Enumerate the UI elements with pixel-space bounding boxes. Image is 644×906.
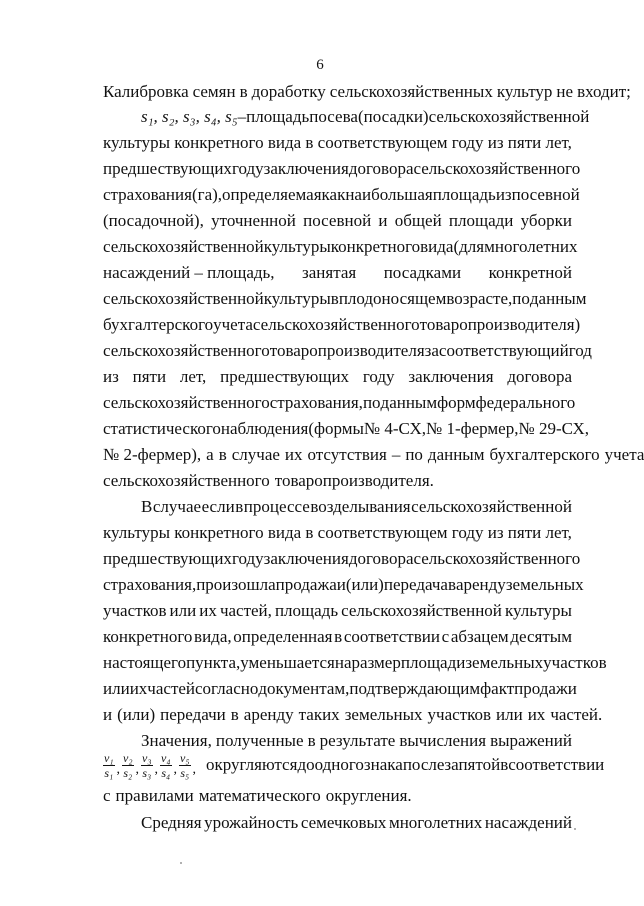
word: (или) xyxy=(345,575,384,594)
word: в xyxy=(239,82,248,101)
word: договора xyxy=(507,367,572,386)
word: учета xyxy=(213,315,253,334)
word: и xyxy=(103,705,113,724)
word: учета xyxy=(604,445,644,464)
word: продажи xyxy=(514,679,577,698)
text-line xyxy=(103,523,572,543)
word: в xyxy=(330,289,339,308)
word: лет, xyxy=(545,523,572,542)
word: товаропроизводителя xyxy=(269,341,425,360)
word: вида xyxy=(420,237,454,256)
text-line xyxy=(103,367,572,387)
word: частей, xyxy=(219,601,272,620)
word: их xyxy=(129,679,148,698)
word: заключения xyxy=(263,159,349,178)
word: форм xyxy=(437,393,476,412)
word: конкретной xyxy=(488,263,572,282)
word: страхования, xyxy=(269,393,363,412)
word: № 4-СХ, xyxy=(363,419,426,438)
word: статистического xyxy=(103,419,221,438)
word: год xyxy=(568,341,592,360)
text-line xyxy=(103,445,644,465)
word: сельскохозяйственной xyxy=(428,107,590,126)
fraction-denominator: s₁ xyxy=(104,765,114,780)
word: подтверждающим xyxy=(349,679,481,698)
word: определенная xyxy=(233,627,333,646)
word: товаропроизводителя. xyxy=(274,471,434,490)
word: сельскохозяйственной xyxy=(103,237,264,256)
word: площадь xyxy=(246,107,310,126)
word: из xyxy=(487,523,504,542)
word: конкретного xyxy=(174,523,264,542)
word: плодоносящем xyxy=(338,289,447,308)
word: участков xyxy=(543,653,607,672)
word: заключения xyxy=(263,549,349,568)
word: в xyxy=(447,575,456,594)
word: участков xyxy=(427,705,492,724)
word: пяти xyxy=(132,367,167,386)
word: многолетних xyxy=(484,237,578,256)
word: Значения, xyxy=(141,731,212,750)
word: аренду xyxy=(243,705,294,724)
fraction xyxy=(103,751,115,780)
word: частей xyxy=(147,679,196,698)
word: не xyxy=(556,82,574,101)
fraction-numerator: v₁ xyxy=(104,750,114,765)
word: вида xyxy=(267,523,302,542)
word: s₁, s₂, s₃, s₄, s₅ xyxy=(141,107,238,126)
text-line xyxy=(141,497,572,517)
word: по xyxy=(512,289,530,308)
word: культуры xyxy=(263,289,331,308)
word: математического xyxy=(198,786,321,805)
word: сельскохозяйственной xyxy=(411,497,572,516)
word: площадь xyxy=(274,601,339,620)
fraction-denominator: s₂ xyxy=(123,765,133,780)
fraction-expression xyxy=(103,751,198,780)
word: лет, xyxy=(545,133,572,152)
text-line xyxy=(103,82,631,102)
word: одного xyxy=(314,755,364,774)
word: с xyxy=(441,627,450,646)
word: за xyxy=(424,341,439,360)
word: их xyxy=(199,601,217,620)
text-line xyxy=(103,601,572,621)
text-line xyxy=(103,679,577,699)
word: по xyxy=(405,445,423,464)
word: посева xyxy=(309,107,358,126)
word: бухгалтерского xyxy=(489,445,600,464)
word: сельскохозяйственных xyxy=(329,82,493,101)
word: земельных xyxy=(505,575,584,594)
text-line xyxy=(103,211,572,231)
word: возрасте, xyxy=(446,289,513,308)
word: сельскохозяйственного xyxy=(103,471,270,490)
word: после xyxy=(402,755,445,774)
word: семян xyxy=(192,82,236,101)
text-line xyxy=(103,627,572,647)
word: продажа xyxy=(275,575,337,594)
word: – xyxy=(391,445,401,464)
word: предшествующих xyxy=(103,549,232,568)
text-line xyxy=(103,419,590,439)
word: № 1-фермер, xyxy=(425,419,519,438)
fraction-numerator: v₅ xyxy=(180,750,190,765)
word: году xyxy=(362,367,395,386)
text-line xyxy=(103,549,581,569)
word: сельскохозяйственной xyxy=(103,289,264,308)
word: случае xyxy=(231,445,280,464)
word: № 29-СХ, xyxy=(518,419,590,438)
word: площади xyxy=(448,211,514,230)
word: по xyxy=(362,393,381,412)
word: сельскохозяйственного xyxy=(103,341,270,360)
word: договора xyxy=(348,159,414,178)
word: их xyxy=(527,705,546,724)
word: сельскохозяйственного xyxy=(252,315,420,334)
word: товаропроизводителя) xyxy=(419,315,581,334)
word: уточненной xyxy=(211,211,296,230)
word: знака xyxy=(363,755,403,774)
word: сельскохозяйственного xyxy=(413,549,581,568)
text-line xyxy=(103,786,572,806)
word: и xyxy=(336,575,346,594)
word: в xyxy=(230,705,239,724)
word: с xyxy=(103,786,111,805)
text-line xyxy=(103,747,605,783)
word: конкретного xyxy=(103,627,193,646)
fraction xyxy=(122,751,134,780)
text-line xyxy=(103,705,603,725)
word: многолетних xyxy=(388,813,483,832)
word: размер xyxy=(351,653,401,672)
word: пункта, xyxy=(186,653,241,672)
fraction xyxy=(141,751,153,780)
word: согласно xyxy=(195,679,259,698)
word: (или) xyxy=(117,705,156,724)
text-line xyxy=(103,185,580,205)
word: или xyxy=(496,705,523,724)
word: до xyxy=(297,755,315,774)
word: соответствии xyxy=(508,755,605,774)
text-line xyxy=(103,315,581,335)
word: случае xyxy=(152,497,202,516)
word: вида xyxy=(267,133,302,152)
word: посевной xyxy=(303,211,372,230)
word: произошла xyxy=(196,575,276,594)
word: земельных xyxy=(344,705,423,724)
fraction xyxy=(160,751,172,780)
fraction-separator: , xyxy=(192,761,196,777)
word: уборки xyxy=(520,211,572,230)
word: бухгалтерского xyxy=(103,315,214,334)
text-line xyxy=(141,813,572,833)
word: году xyxy=(231,549,264,568)
word: Калибровка xyxy=(103,82,189,101)
word: десятым xyxy=(510,627,572,646)
text-line xyxy=(103,159,581,179)
word: культуры xyxy=(103,133,170,152)
text-line xyxy=(103,653,607,673)
word: факт xyxy=(480,679,515,698)
word: настоящего xyxy=(103,653,187,672)
word: году xyxy=(451,133,484,152)
word: (для xyxy=(453,237,485,256)
word: В xyxy=(141,497,153,516)
word: доработку xyxy=(251,82,326,101)
word: пяти xyxy=(507,133,542,152)
fraction xyxy=(179,751,191,780)
word: как xyxy=(321,185,346,204)
word: результате xyxy=(319,731,396,750)
word: соответствующем xyxy=(317,133,448,152)
word: передачи xyxy=(160,705,226,724)
word: конкретного xyxy=(174,133,264,152)
word: (формы xyxy=(308,419,364,438)
word: абзацем xyxy=(450,627,509,646)
word: соответствии xyxy=(343,627,440,646)
word: передача xyxy=(383,575,448,594)
word: площадь xyxy=(432,185,496,204)
word: аренду xyxy=(455,575,506,594)
fraction-separator: , xyxy=(116,761,120,777)
fraction-denominator: s₅ xyxy=(180,765,190,780)
word: году xyxy=(451,523,484,542)
word: возделывания xyxy=(310,497,411,516)
text-line xyxy=(103,575,584,595)
word: сельскохозяйственной xyxy=(341,601,502,620)
word: правилами xyxy=(115,786,194,805)
fraction-numerator: v₂ xyxy=(123,750,133,765)
word: – xyxy=(237,107,247,126)
word: в xyxy=(500,755,509,774)
word: в xyxy=(334,627,343,646)
word: вида, xyxy=(194,627,232,646)
word: (посадочной), xyxy=(103,211,204,230)
word: посадками xyxy=(383,263,462,282)
text-line xyxy=(103,133,572,153)
word: предшествующих xyxy=(103,159,232,178)
word: земельных xyxy=(465,653,544,672)
word: из xyxy=(487,133,504,152)
word: отсутствия xyxy=(307,445,387,464)
word: предшествующих xyxy=(220,367,350,386)
word: лет, xyxy=(179,367,207,386)
word: договора xyxy=(348,549,414,568)
text-line xyxy=(103,263,572,283)
word: сельскохозяйственного xyxy=(103,393,270,412)
text-line xyxy=(103,237,578,257)
scan-speck xyxy=(574,828,576,830)
word: общей xyxy=(394,211,442,230)
scan-speck xyxy=(180,862,182,864)
word: данным xyxy=(427,445,485,464)
word: Средняя xyxy=(141,813,202,832)
word: насаждений – площадь, xyxy=(103,263,275,282)
word: округляются xyxy=(206,755,298,774)
text-line xyxy=(103,471,572,491)
text-line xyxy=(103,393,576,413)
word: а xyxy=(206,445,214,464)
word: вычисления xyxy=(399,731,487,750)
word: урожайность xyxy=(204,813,299,832)
fraction-denominator: s₄ xyxy=(161,765,171,780)
word: запятой xyxy=(444,755,501,774)
fraction-separator: , xyxy=(154,761,158,777)
word: участков xyxy=(103,601,167,620)
word: на xyxy=(334,653,352,672)
word: наблюдения xyxy=(220,419,309,438)
word: или xyxy=(169,601,197,620)
word: заключения xyxy=(408,367,494,386)
word: наибольшая xyxy=(345,185,433,204)
word: в xyxy=(305,523,314,542)
word: соответствующий xyxy=(438,341,569,360)
word: данным xyxy=(529,289,587,308)
word: соответствующем xyxy=(317,523,448,542)
word: из xyxy=(495,185,512,204)
fraction-separator: , xyxy=(173,761,177,777)
word: процессе xyxy=(243,497,310,516)
fraction-separator: , xyxy=(135,761,139,777)
word: страхования xyxy=(103,185,192,204)
word: определяемая xyxy=(222,185,322,204)
word: из xyxy=(103,367,119,386)
word: выражений xyxy=(490,731,572,750)
word: занятая xyxy=(302,263,357,282)
word: пяти xyxy=(507,523,542,542)
word: № 2-фермер), xyxy=(103,445,202,464)
word: уменьшается xyxy=(240,653,335,672)
word: в xyxy=(305,133,314,152)
word: и xyxy=(378,211,388,230)
fraction-numerator: v₄ xyxy=(161,750,171,765)
word: в xyxy=(235,497,244,516)
word: конкретного xyxy=(330,237,421,256)
word: посевной xyxy=(511,185,580,204)
word: таких xyxy=(298,705,340,724)
word: культуры xyxy=(504,601,572,620)
word: входит; xyxy=(577,82,631,101)
word: частей. xyxy=(550,705,603,724)
word: сельскохозяйственного xyxy=(413,159,581,178)
word: данным xyxy=(380,393,438,412)
fraction-numerator: v₃ xyxy=(142,750,152,765)
word: страхования, xyxy=(103,575,197,594)
word: в xyxy=(218,445,227,464)
word: в xyxy=(307,731,316,750)
word: насаждений xyxy=(484,813,572,832)
word: или xyxy=(103,679,130,698)
word: их xyxy=(284,445,303,464)
word: (га), xyxy=(191,185,223,204)
text-line xyxy=(103,341,592,361)
word: площади xyxy=(400,653,466,672)
text-line xyxy=(141,107,590,127)
word: федерального xyxy=(475,393,576,412)
word: семечковых xyxy=(300,813,387,832)
word: если xyxy=(201,497,235,516)
word: году xyxy=(231,159,264,178)
word: культуры xyxy=(103,523,170,542)
word: культур xyxy=(496,82,553,101)
word: документам, xyxy=(258,679,350,698)
fraction-denominator: s₃ xyxy=(142,765,152,780)
word: (посадки) xyxy=(357,107,429,126)
page-number: 6 xyxy=(316,57,324,73)
word: культуры xyxy=(263,237,331,256)
text-line xyxy=(103,289,587,309)
word: полученные xyxy=(215,731,304,750)
word: округления. xyxy=(325,786,412,805)
